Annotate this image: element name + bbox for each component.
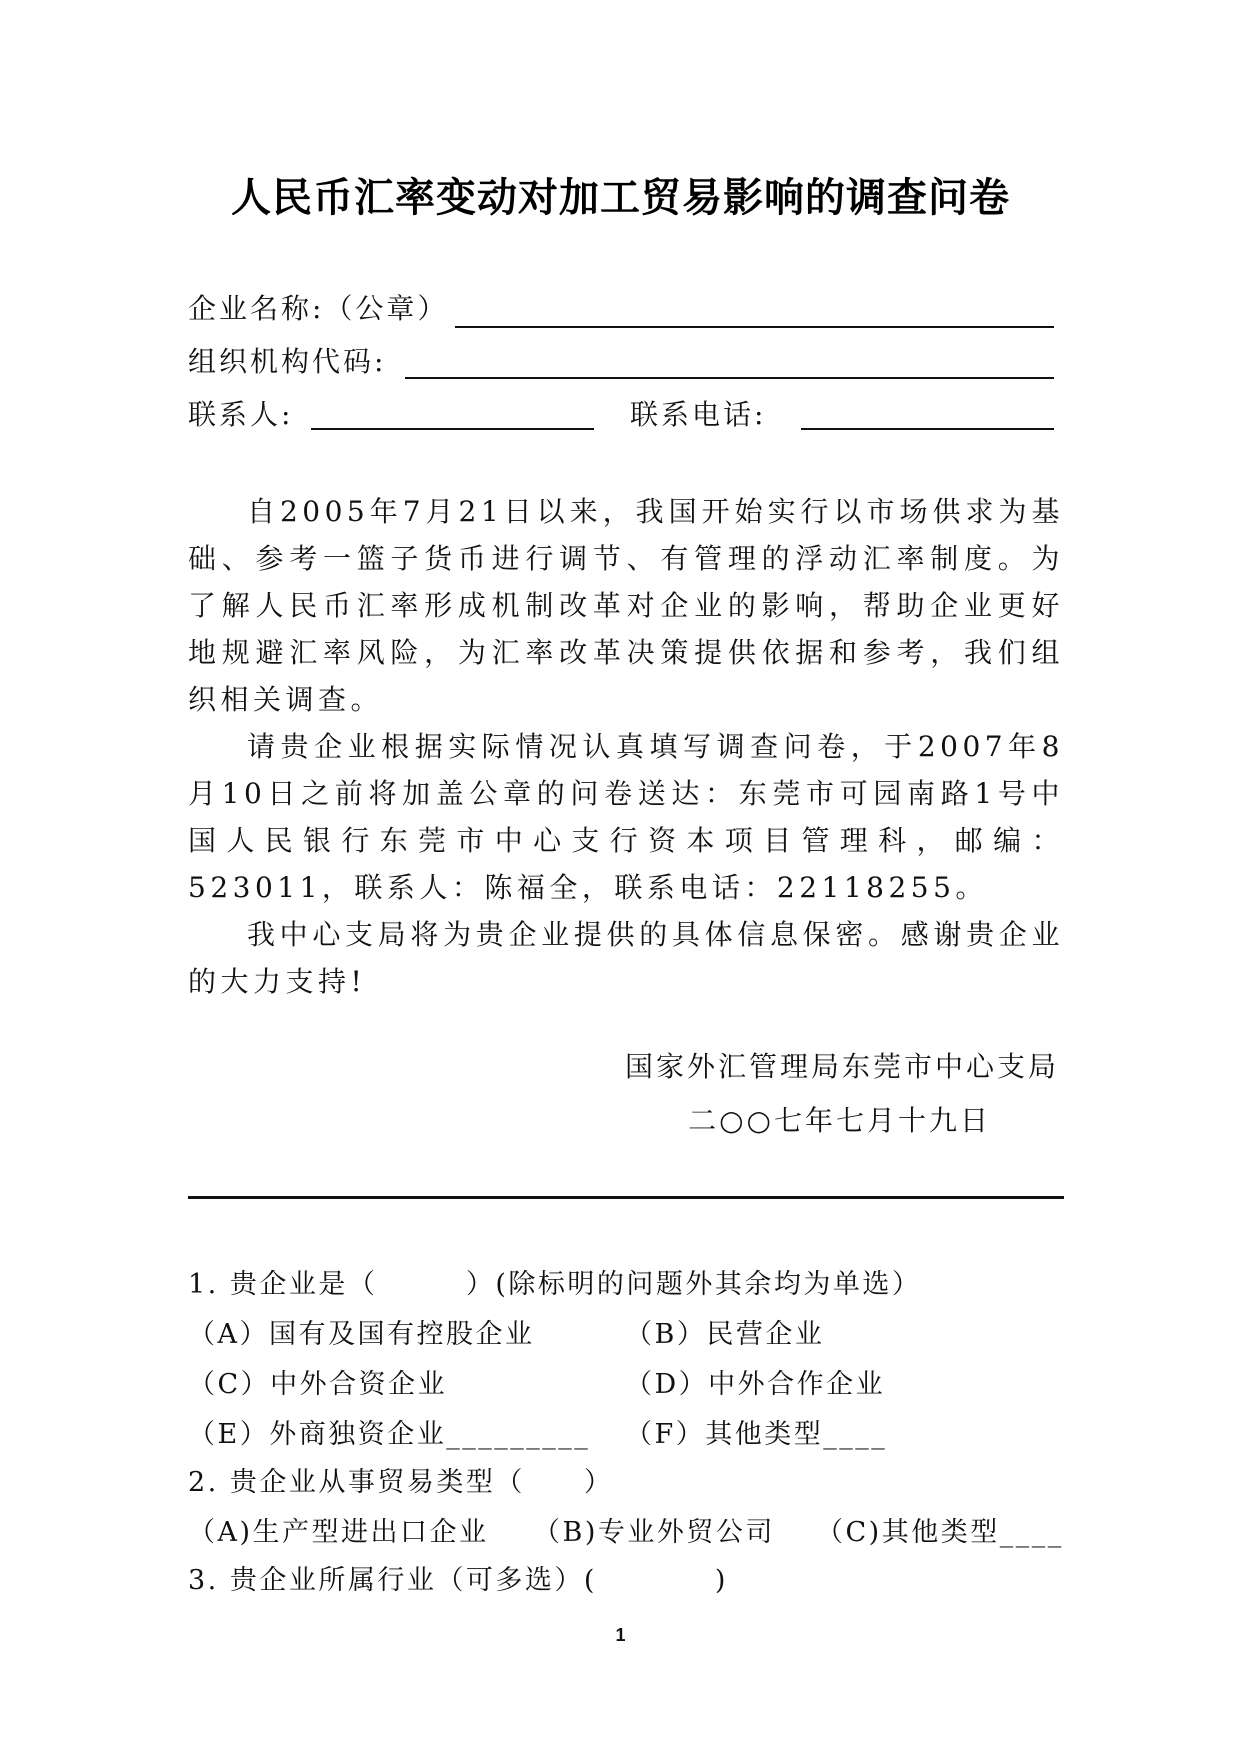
page-title: 人民币汇率变动对加工贸易影响的调查问卷 — [231, 175, 1010, 221]
question-3: 3. 贵企业所属行业（可多选）( ) — [188, 1565, 728, 1596]
question-1-option-f[interactable]: （F）其他类型____ — [625, 1419, 888, 1450]
question-1-option-c[interactable]: （C）中外合资企业 — [188, 1369, 448, 1400]
intro-text — [188, 488, 1064, 1005]
question-1-option-b[interactable]: （B）民营企业 — [625, 1319, 825, 1350]
contact-phone-label: 联系电话: — [630, 398, 767, 431]
intro-paragraph-2: 请贵企业根据实际情况认真填写调查问卷，于2007年8月10日之前将加盖公章的问卷送达：东莞市可园南路1号中国人民银行东莞市中心支行资本项目管理科，邮编：523011，联系人：陈福全，联系电话：22118255。 — [188, 730, 1064, 904]
page-number: 1 — [615, 1625, 626, 1645]
contact-phone-field[interactable] — [801, 428, 1054, 430]
question-1: 1. 贵企业是（ ）(除标明的问题外其余均为单选） — [188, 1269, 922, 1300]
company-name-label: 企业名称:（公章） — [188, 292, 449, 325]
question-2-option-a[interactable]: （A)生产型进出口企业 — [188, 1517, 489, 1548]
signature-org: 国家外汇管理局东莞市中心支局 — [624, 1050, 1059, 1083]
question-2: 2. 贵企业从事贸易类型（ ） — [188, 1467, 614, 1498]
intro-paragraph-3: 我中心支局将为贵企业提供的具体信息保密。感谢贵企业的大力支持! — [188, 918, 1064, 998]
company-name-field[interactable] — [455, 326, 1054, 328]
org-code-field[interactable] — [405, 377, 1054, 379]
contact-person-label: 联系人: — [188, 398, 294, 431]
question-1-option-a[interactable]: （A）国有及国有控股企业 — [188, 1319, 535, 1350]
question-2-option-b[interactable]: （B)专业外贸公司 — [533, 1517, 775, 1548]
question-2-option-c[interactable]: （C)其他类型____ — [816, 1517, 1064, 1548]
signature-date: 二○○七年七月十九日 — [688, 1104, 991, 1137]
section-divider — [188, 1196, 1064, 1199]
intro-paragraph-1: 自2005年7月21日以来，我国开始实行以市场供求为基础、参考一篮子货币进行调节、有管理的浮动汇率制度。为了解人民币汇率形成机制改革对企业的影响，帮助企业更好地规避汇率风险，为汇率改革决策提供依据和参考，我们组织相关调查。 — [188, 495, 1064, 716]
contact-person-field[interactable] — [311, 428, 594, 430]
question-1-option-e[interactable]: （E）外商独资企业_________ — [188, 1419, 591, 1450]
org-code-label: 组织机构代码: — [188, 345, 387, 378]
question-1-option-d[interactable]: （D）中外合作企业 — [625, 1369, 886, 1400]
